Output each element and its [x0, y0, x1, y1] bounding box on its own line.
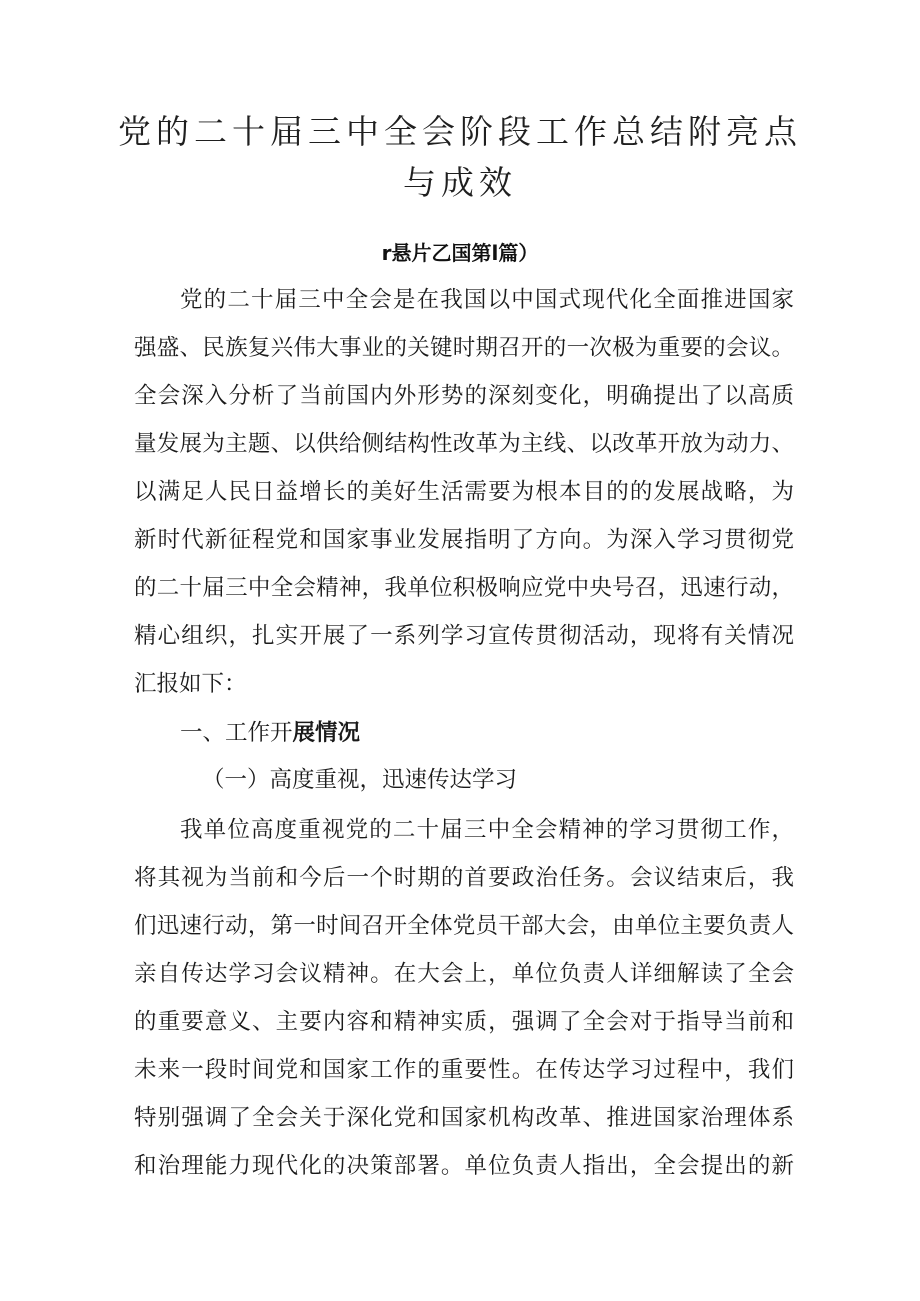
paragraph-1-line: 量发展为主题、以供给侧结构性改革为主线、以改革开放为动力、	[134, 431, 794, 457]
paragraph-1-line: 精心组织，扎实开展了一系列学习宣传贯彻活动，现将有关情况	[134, 623, 794, 649]
paragraph-2-line: 特别强调了全会关于深化党和国家机构改革、推进国家治理体系	[134, 1105, 794, 1131]
section-heading-1-bold: 展情况	[292, 720, 361, 746]
document-title-line-2: 与成效	[403, 163, 517, 202]
paragraph-2-line: 未来一段时间党和国家工作的重要性。在传达学习过程中，我们	[134, 1057, 794, 1083]
paragraph-1-line: 以满足人民日益增长的美好生活需要为根本目的的发展战略，为	[134, 479, 794, 505]
paragraph-2-line: 我单位高度重视党的二十届三中全会精神的学习贯彻工作，	[180, 817, 794, 843]
document-title-line-1: 党的二十届三中全会阶段工作总结附亮点	[118, 112, 802, 151]
paragraph-2-line: 将其视为当前和今后一个时期的首要政治任务。会议结束后，我	[134, 865, 794, 891]
paragraph-1-line: 全会深入分析了当前国内外形势的深刻变化，明确提出了以高质	[134, 383, 794, 409]
subsection-heading-1: （一）高度重视，迅速传达学习	[202, 767, 518, 793]
paragraph-2-line: 亲自传达学习会议精神。在大会上，单位负责人详细解读了全会	[134, 961, 794, 987]
section-heading-1	[180, 718, 360, 748]
paragraph-1-line: 的二十届三中全会精神，我单位积极响应党中央号召，迅速行动，	[134, 575, 794, 601]
paragraph-1-line: 强盛、民族复兴伟大事业的关键时期召开的一次极为重要的会议。	[134, 335, 794, 361]
section-heading-1-prefix: 一、工作开	[180, 720, 293, 746]
paragraph-2-line: 和治理能力现代化的决策部署。单位负责人指出，全会提出的新	[134, 1153, 794, 1179]
paragraph-1-line: 党的二十届三中全会是在我国以中国式现代化全面推进国家	[180, 287, 794, 313]
paragraph-2-line: 的重要意义、主要内容和精神实质，强调了全会对于指导当前和	[134, 1009, 794, 1035]
document-subtitle: r悬片乙国第l篇）	[381, 241, 539, 265]
paragraph-1-line: 汇报如下：	[134, 671, 247, 697]
paragraph-1-line: 新时代新征程党和国家事业发展指明了方向。为深入学习贯彻党	[134, 527, 794, 553]
paragraph-2-line: 们迅速行动，第一时间召开全体党员干部大会，由单位主要负责人	[134, 913, 794, 939]
